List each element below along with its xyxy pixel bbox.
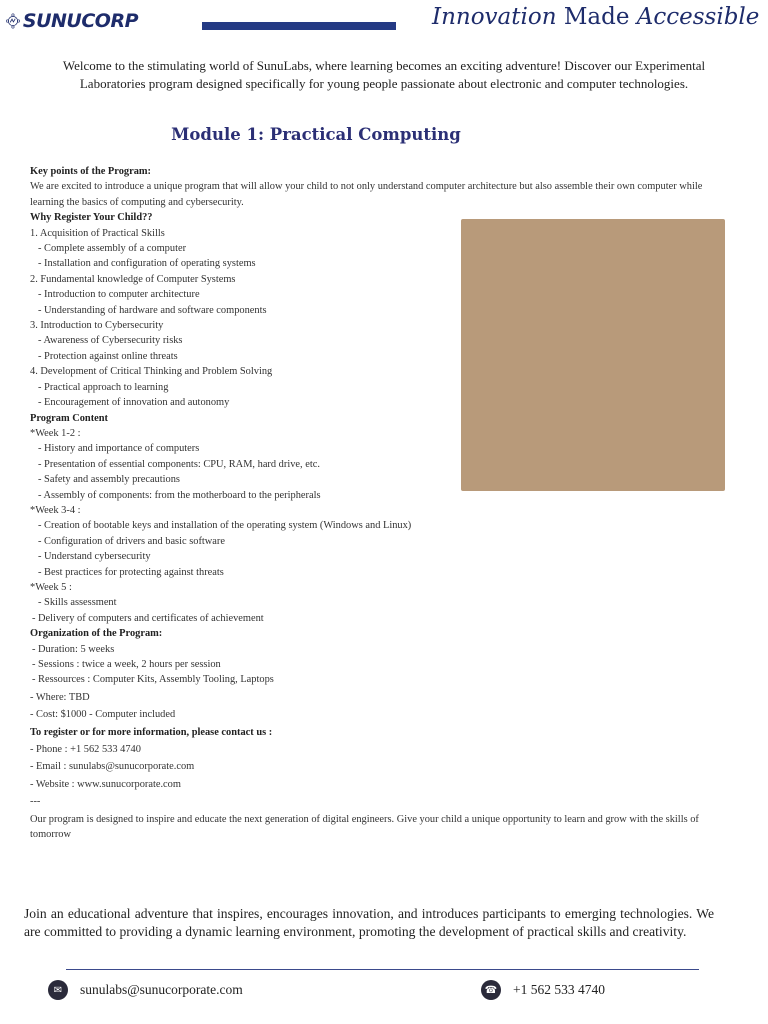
week-item: - Presentation of essential components: CPU, RAM, hard drive, etc. bbox=[38, 458, 320, 470]
logo-emblem-icon bbox=[6, 4, 20, 38]
why-item-sub: - Understanding of hardware and software components bbox=[38, 304, 267, 316]
website-line: - Website : www.sunucorporate.com bbox=[30, 778, 181, 790]
why-item-sub: - Awareness of Cybersecurity risks bbox=[38, 335, 183, 347]
week-title: *Week 1-2 : bbox=[30, 427, 81, 439]
email-icon: ✉ bbox=[48, 980, 68, 1000]
why-item-sub: - Introduction to computer architecture bbox=[38, 289, 200, 301]
org-item: - Duration: 5 weeks bbox=[32, 643, 115, 655]
footer-phone[interactable] bbox=[481, 979, 605, 1001]
phone-line: - Phone : +1 562 533 4740 bbox=[30, 744, 141, 756]
week-item: - Skills assessment bbox=[38, 597, 117, 609]
why-item-sub: - Encouragement of innovation and autonomy bbox=[38, 397, 230, 409]
why-item-sub: - Practical approach to learning bbox=[38, 381, 169, 393]
week-item: - Creation of bootable keys and installation of the operating system (Windows and Linux) bbox=[38, 520, 412, 532]
where-line: - Where: TBD bbox=[30, 691, 90, 703]
key-points-heading: Key points of the Program: bbox=[30, 166, 152, 177]
footer-divider bbox=[66, 969, 699, 970]
week-item: - Best practices for protecting against threats bbox=[38, 566, 224, 578]
company-logo bbox=[6, 4, 138, 38]
why-item-title: 3. Introduction to Cybersecurity bbox=[30, 320, 164, 332]
week-title: *Week 5 : bbox=[30, 581, 72, 593]
tagline-word-1: Innovation bbox=[432, 4, 557, 30]
tagline bbox=[432, 4, 760, 40]
org-item: - Ressources : Computer Kits, Assembly Tooling, Laptops bbox=[32, 674, 274, 686]
footer-phone-text[interactable]: +1 562 533 4740 bbox=[513, 982, 605, 997]
why-item-title: 4. Development of Critical Thinking and Problem Solving bbox=[30, 366, 273, 378]
why-item-sub: - Protection against online threats bbox=[38, 350, 178, 362]
welcome-paragraph: Welcome to the stimulating world of SunuLabs, where learning becomes an exciting adventure! Discover our Experimental Laboratories program designed specifically for young people passionate about electronic and computer technologies. bbox=[62, 58, 706, 91]
module-title: Module 1: Practical Computing bbox=[171, 125, 461, 144]
footer-email-text[interactable]: sunulabs@sunucorporate.com bbox=[80, 982, 243, 997]
program-content-heading: Program Content bbox=[30, 412, 109, 424]
closing-paragraph: Join an educational adventure that inspires, encourages innovation, and introduces participants to emerging technologies. We are committed to providing a dynamic learning environment, promoting the development of practical skills and creativity. bbox=[24, 906, 714, 939]
footer-email[interactable] bbox=[48, 979, 243, 1001]
week-item: - Understand cybersecurity bbox=[38, 551, 151, 563]
cost-line: - Cost: $1000 - Computer included bbox=[30, 709, 176, 721]
header-accent-bar bbox=[202, 22, 396, 30]
why-item-sub: - Installation and configuration of operating systems bbox=[38, 258, 256, 270]
why-heading: Why Register Your Child?? bbox=[30, 212, 153, 224]
week-title: *Week 3-4 : bbox=[30, 504, 81, 516]
tagline-word-2: Made bbox=[556, 4, 637, 30]
why-item-sub: - Complete assembly of a computer bbox=[38, 243, 187, 255]
week-item: - Assembly of components: from the motherboard to the peripherals bbox=[38, 489, 321, 501]
contact-heading: To register or for more information, please contact us : bbox=[30, 726, 273, 738]
why-item-title: 2. Fundamental knowledge of Computer Systems bbox=[30, 273, 236, 285]
separator: --- bbox=[30, 796, 41, 808]
email-line: - Email : sunulabs@sunucorporate.com bbox=[30, 761, 195, 773]
tagline-word-3: Accessible bbox=[636, 4, 760, 30]
closing-small-text: Our program is designed to inspire and educate the next generation of digital engineers. Give your child a unique opportunity to learn and grow with the skills of tomorrow bbox=[30, 813, 699, 841]
week-item: - Safety and assembly precautions bbox=[38, 474, 180, 486]
week-item: - History and importance of computers bbox=[38, 443, 200, 455]
children-assembling-computer-photo bbox=[461, 219, 725, 491]
why-item-title: 1. Acquisition of Practical Skills bbox=[30, 227, 165, 239]
delivery-line: - Delivery of computers and certificates of achievement bbox=[32, 612, 264, 624]
week-item: - Configuration of drivers and basic software bbox=[38, 535, 225, 547]
phone-icon: ☎ bbox=[481, 980, 501, 1000]
logo-text: SUNUCORP bbox=[22, 10, 138, 32]
org-item: - Sessions : twice a week, 2 hours per session bbox=[32, 659, 221, 670]
key-points-text: We are excited to introduce a unique program that will allow your child to not only understand computer architecture but also assemble their own computer while learning the basics of computing and cybersecurity. bbox=[30, 181, 703, 208]
organization-heading: Organization of the Program: bbox=[30, 628, 163, 640]
